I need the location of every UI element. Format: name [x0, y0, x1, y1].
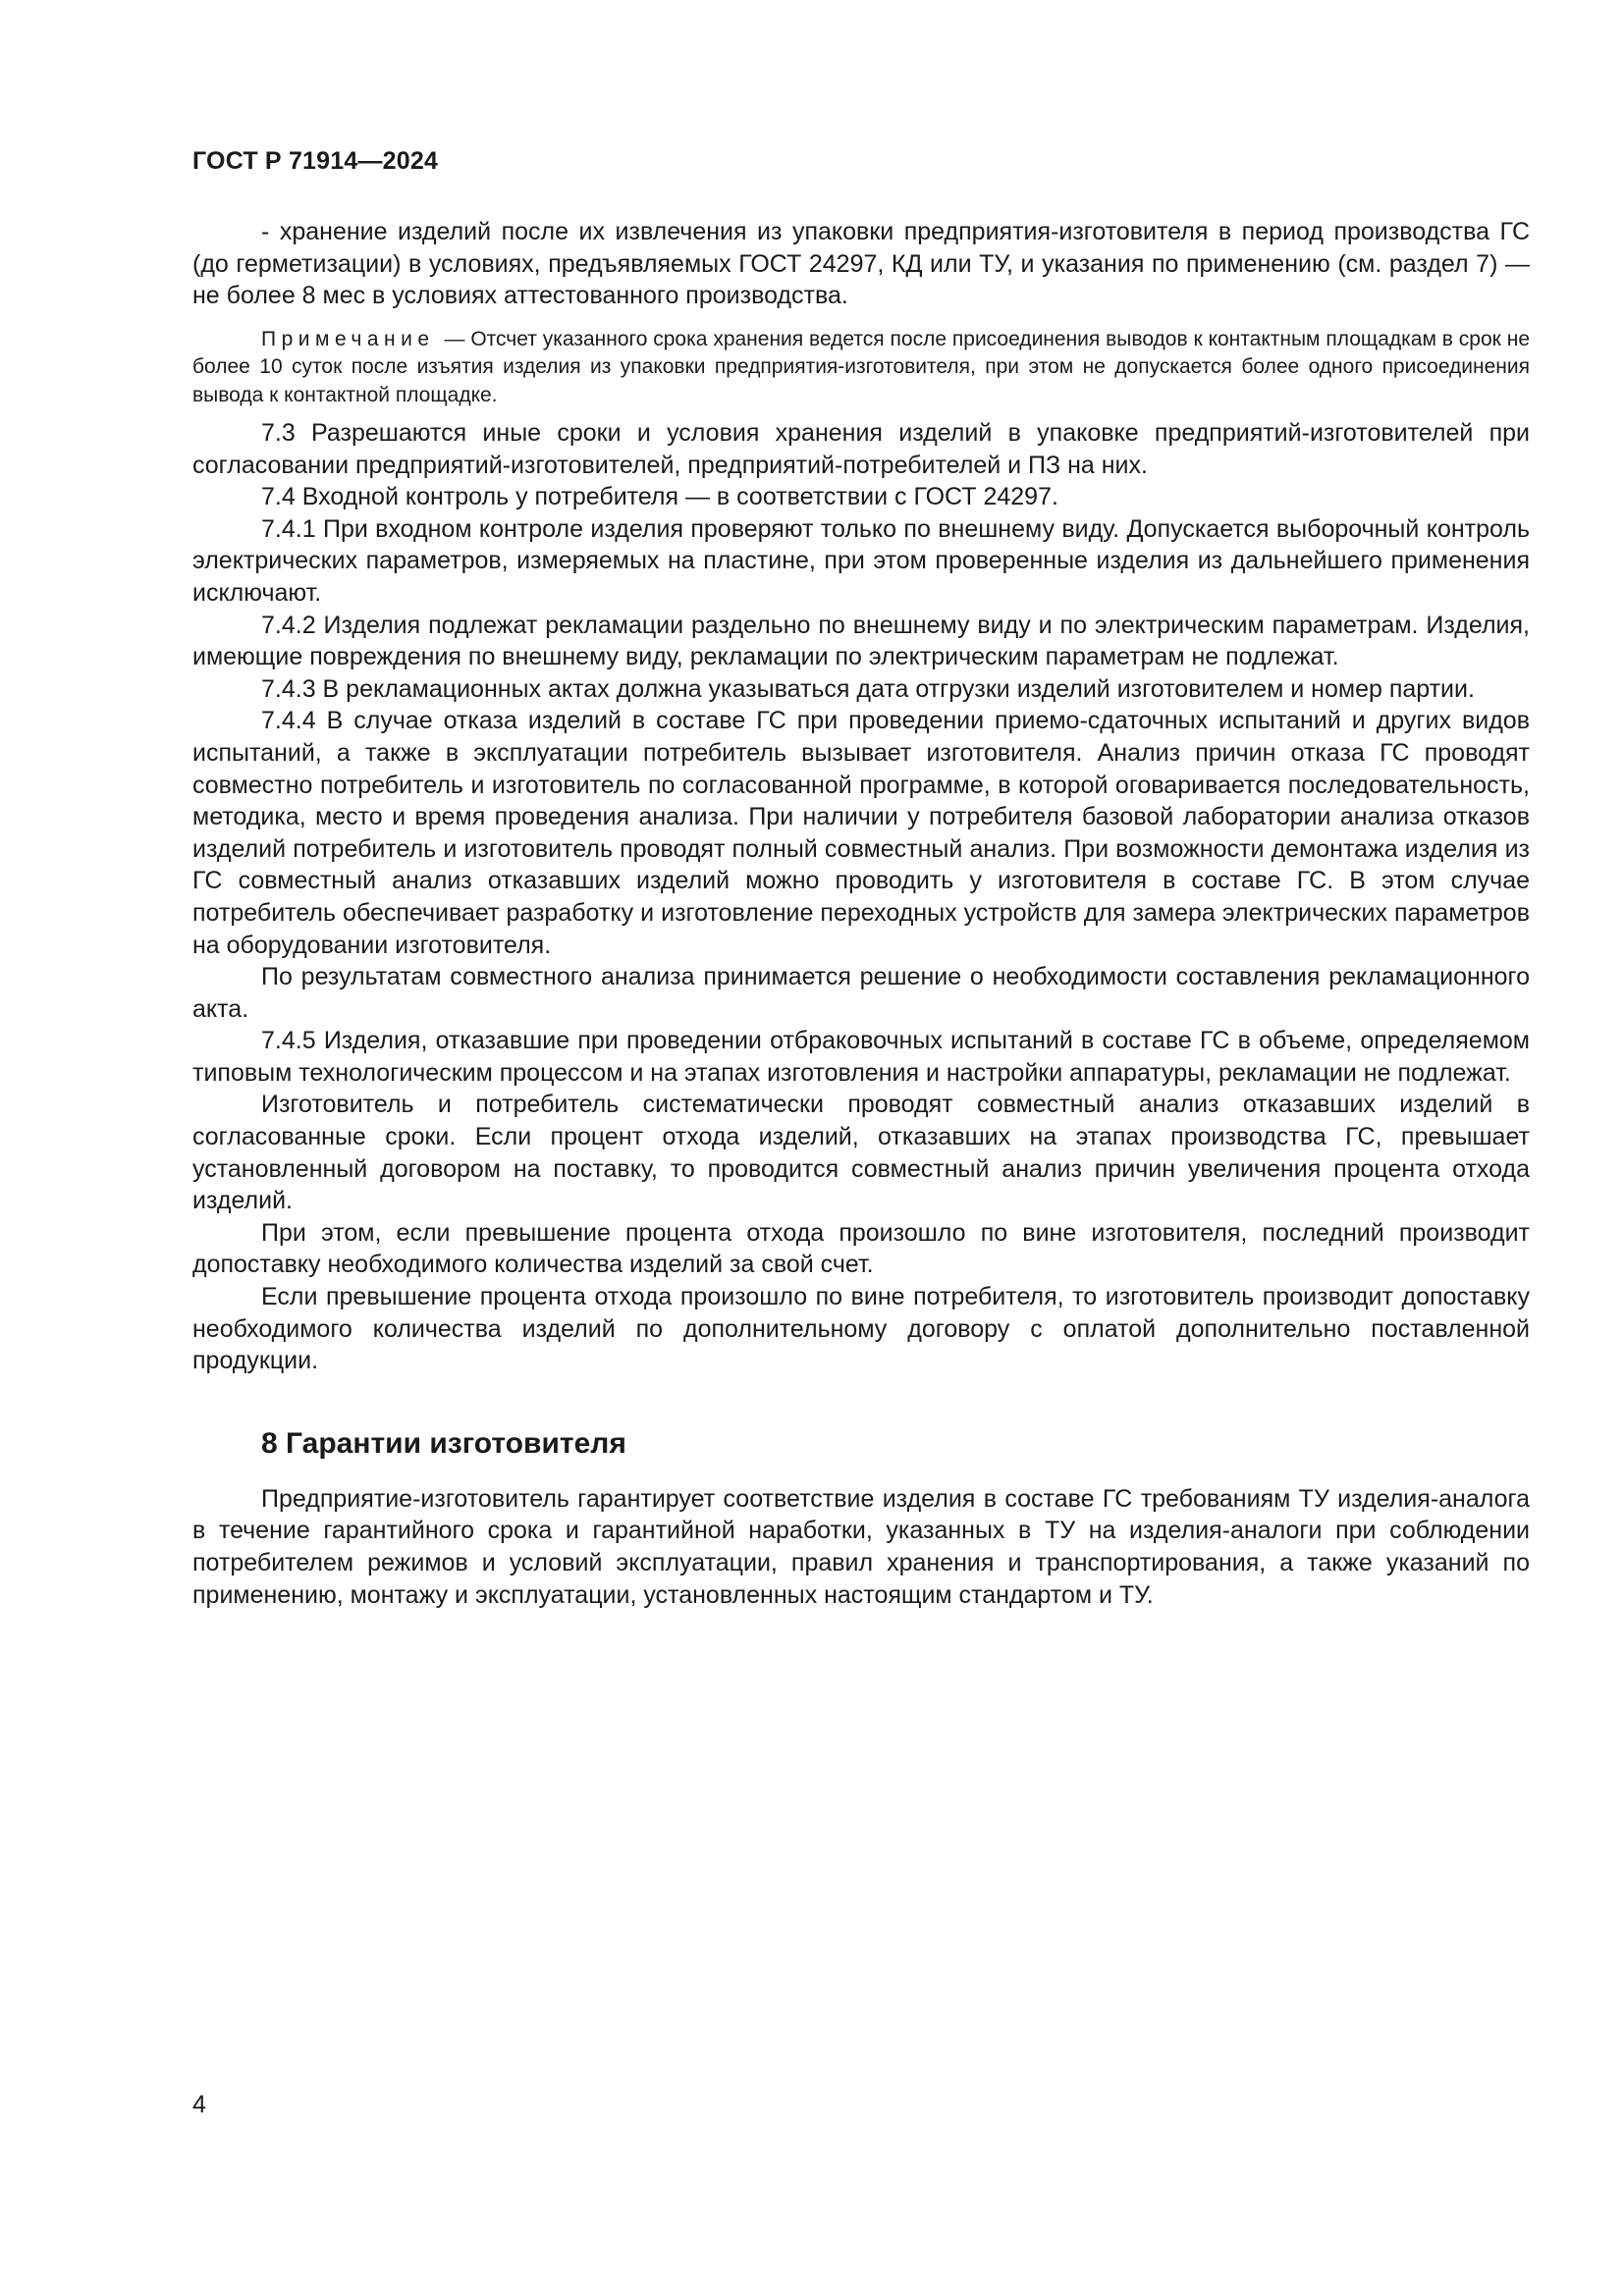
note-text: — Отсчет указанного срока хранения ведется после присоединения выводов к контактным площадкам в срок не более 10 суток после изъятия изделия из упаковки предприятия-изготовителя, при этом не допускается более одного присоединения вывода к контактной площадке. — [192, 327, 1531, 406]
section-8-heading: 8 Гарантии изготовителя — [261, 1426, 626, 1460]
paragraph-7-4-2: 7.4.2 Изделия подлежат рекламации раздельно по внешнему виду и по электрическим параметрам. Изделия, имеющие повреждения по внешнему виду, рекламации по электрическим параметрам не подлежат. — [192, 611, 1530, 671]
note-label: Примечание — [261, 327, 435, 350]
paragraph-7-4-1: 7.4.1 При входном контроле изделия проверяют только по внешнему виду. Допускается выборочный контроль электрических параметров, измеряемых на пластине, при этом проверенные изделия из дальнейшего применения исключают. — [192, 514, 1530, 607]
paragraph-storage-item: - хранение изделий после их извлечения из упаковки предприятия-изготовителя в период производства ГС (до герметизации) в условиях, предъявляемых ГОСТ 24297, КД или ТУ, и указания по применению (см. раздел 7) — не более 8 мес в условиях аттестованного производства. — [192, 218, 1530, 310]
page-number: 4 — [192, 2091, 206, 2118]
document-header: ГОСТ Р 71914—2024 — [192, 147, 439, 175]
paragraph-joint-analysis-results: По результатам совместного анализа принимается решение о необходимости составления рекламационного акта. — [192, 963, 1530, 1023]
paragraph-systematic-analysis: Изготовитель и потребитель систематически проводят совместный анализ отказавших изделий в согласованные сроки. Если процент отхода изделий, отказавших на этапах производства ГС, превышает установленный договором на поставку, то проводится совместный анализ причин увеличения процента отхода изделий. — [192, 1091, 1530, 1215]
paragraph-7-4-5: 7.4.5 Изделия, отказавшие при проведении отбраковочных испытаний в составе ГС в объеме, определяемом типовым технологическим процессом и на этапах изготовления и настройки аппаратуры, рекламации не подлежат. — [192, 1027, 1530, 1087]
paragraph-7-4-4: 7.4.4 В случае отказа изделий в составе ГС при проведении приемо-сдаточных испытаний и других видов испытаний, а также в эксплуатации потребитель вызывает изготовителя. Анализ причин отказа ГС проводят совместно потребитель и изготовитель по согласованной программе, в которой оговаривается последовательность, методика, место и время проведения анализа. При наличии у потребителя базовой лаборатории анализа отказов изделий потребитель и изготовитель проводят полный совместный анализ. При возможности демонтажа изделия из ГС совместный анализ отказавших изделий можно проводить у изготовителя в составе ГС. В этом случае потребитель обеспечивает разработку и изготовление переходных устройств для замера электрических параметров на оборудовании изготовителя. — [192, 707, 1530, 959]
paragraph-section-8: Предприятие-изготовитель гарантирует соответствие изделия в составе ГС требованиям ТУ изделия-аналога в течение гарантийного срока и гарантийной наработки, указанных в ТУ на изделия-аналоги при соблюдении потребителем режимов и условий эксплуатации, правил хранения и транспортирования, а также указаний по применению, монтажу и эксплуатации, установленных настоящим стандартом и ТУ. — [192, 1484, 1530, 1609]
paragraph-7-4-3: 7.4.3 В рекламационных актах должна указываться дата отгрузки изделий изготовителем и номер партии. — [261, 674, 1475, 703]
paragraph-consumer-fault: Если превышение процента отхода произошло по вине потребителя, то изготовитель производит допоставку необходимого количества изделий по дополнительному договору с оплатой дополнительно поставленной продукции. — [192, 1283, 1530, 1375]
paragraph-7-3: 7.3 Разрешаются иные сроки и условия хранения изделий в упаковке предприятий-изготовителей при согласовании предприятий-изготовителей, предприятий-потребителей и ПЗ на них. — [192, 419, 1530, 479]
paragraph-manufacturer-fault: При этом, если превышение процента отхода произошло по вине изготовителя, последний производит допоставку необходимого количества изделий за свой счет. — [192, 1218, 1530, 1279]
paragraph-7-4: 7.4 Входной контроль у потребителя — в соответствии с ГОСТ 24297. — [261, 483, 1058, 511]
note-paragraph — [192, 326, 1530, 409]
page-body — [192, 216, 1530, 1611]
